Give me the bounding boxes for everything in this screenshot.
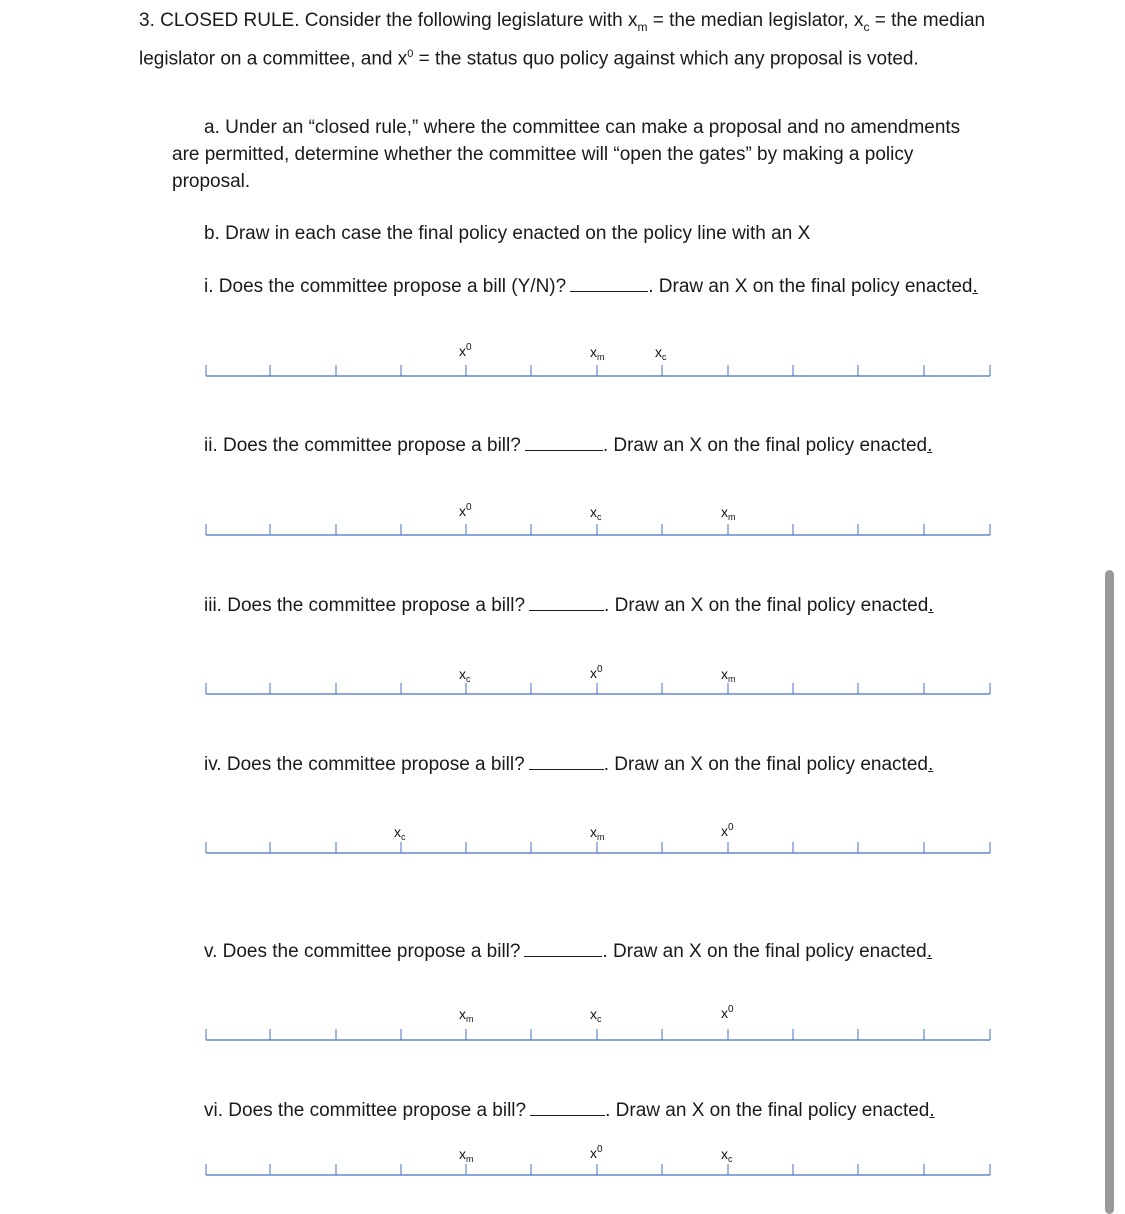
status-quo-label: $x^0$ bbox=[721, 822, 734, 839]
case-question bbox=[204, 751, 933, 778]
case-period: . bbox=[927, 435, 933, 456]
status-quo-label: $x^0$ bbox=[721, 1004, 734, 1021]
answer-blank[interactable] bbox=[530, 1097, 605, 1116]
case-period: . bbox=[972, 276, 978, 297]
committee-median-label: $x_c$ bbox=[459, 666, 471, 684]
case-question bbox=[204, 1097, 935, 1124]
status-quo-label: $x^0$ bbox=[459, 342, 472, 359]
policy-line[interactable] bbox=[200, 680, 1000, 700]
case-instruction: . Draw an X on the final policy enacted bbox=[648, 276, 973, 297]
case-period: . bbox=[927, 754, 934, 775]
case-prompt: i. Does the committee propose a bill (Y/N)? bbox=[204, 276, 567, 297]
case-question bbox=[204, 432, 932, 459]
committee-median-label: $x_c$ bbox=[721, 1146, 733, 1164]
policy-line[interactable] bbox=[200, 1161, 1000, 1181]
status-quo-label: $x^0$ bbox=[590, 664, 603, 681]
case-period: . bbox=[929, 1100, 935, 1121]
answer-blank[interactable] bbox=[525, 432, 603, 451]
case-instruction: . Draw an X on the final policy enacted bbox=[604, 595, 929, 616]
case-prompt: iv. Does the committee propose a bill? bbox=[204, 754, 525, 775]
case-prompt: vi. Does the committee propose a bill? bbox=[204, 1100, 527, 1121]
case-instruction: . Draw an X on the final policy enacted bbox=[602, 941, 927, 962]
median-legislator-label: $x_m$ bbox=[590, 824, 605, 842]
scrollbar[interactable] bbox=[1105, 570, 1114, 1214]
case-question bbox=[204, 592, 934, 619]
median-legislator-label: $x_m$ bbox=[721, 666, 736, 684]
question-a: a. Under an “closed rule,” where the committee can make a proposal and no amendments are permitted, determine whether the committee will “open the gates” by making a policy proposal. bbox=[172, 117, 961, 192]
answer-blank[interactable] bbox=[529, 592, 604, 611]
case-prompt: v. Does the committee propose a bill? bbox=[204, 941, 521, 962]
median-legislator-label: $x_m$ bbox=[590, 344, 605, 362]
median-legislator-label: $x_m$ bbox=[459, 1006, 474, 1024]
median-legislator-label: $x_m$ bbox=[721, 504, 736, 522]
committee-median-label: $x_c$ bbox=[590, 504, 602, 522]
case-prompt: ii. Does the committee propose a bill? bbox=[204, 435, 521, 456]
case-question bbox=[204, 938, 932, 965]
committee-median-label: $x_c$ bbox=[590, 1006, 602, 1024]
committee-median-label: $x_c$ bbox=[655, 344, 667, 362]
question-b: b. Draw in each case the final policy enacted on the policy line with an X bbox=[204, 223, 811, 244]
case-period: . bbox=[928, 595, 934, 616]
case-instruction: . Draw an X on the final policy enacted bbox=[603, 754, 928, 775]
median-legislator-label: $x_m$ bbox=[459, 1146, 474, 1164]
status-quo-label: $x^0$ bbox=[590, 1144, 603, 1161]
case-period: . bbox=[926, 941, 932, 962]
problem-intro: 3. CLOSED RULE. Consider the following legislature with $x_m$ = the median legislator, $x_c$ = the median legislator on a committee, and $x^0$ = the status quo policy against which any proposal is voted. bbox=[139, 10, 986, 70]
case-prompt: iii. Does the committee propose a bill? bbox=[204, 595, 526, 616]
policy-line[interactable] bbox=[200, 1026, 1000, 1046]
answer-blank[interactable] bbox=[570, 273, 648, 292]
committee-median-label: $x_c$ bbox=[394, 824, 406, 842]
case-instruction: . Draw an X on the final policy enacted bbox=[605, 1100, 930, 1121]
answer-blank[interactable] bbox=[529, 751, 604, 770]
answer-blank[interactable] bbox=[524, 938, 602, 957]
case-question bbox=[204, 273, 978, 300]
policy-line[interactable] bbox=[200, 362, 1000, 382]
case-instruction: . Draw an X on the final policy enacted bbox=[602, 435, 928, 456]
status-quo-label: $x^0$ bbox=[459, 502, 472, 519]
